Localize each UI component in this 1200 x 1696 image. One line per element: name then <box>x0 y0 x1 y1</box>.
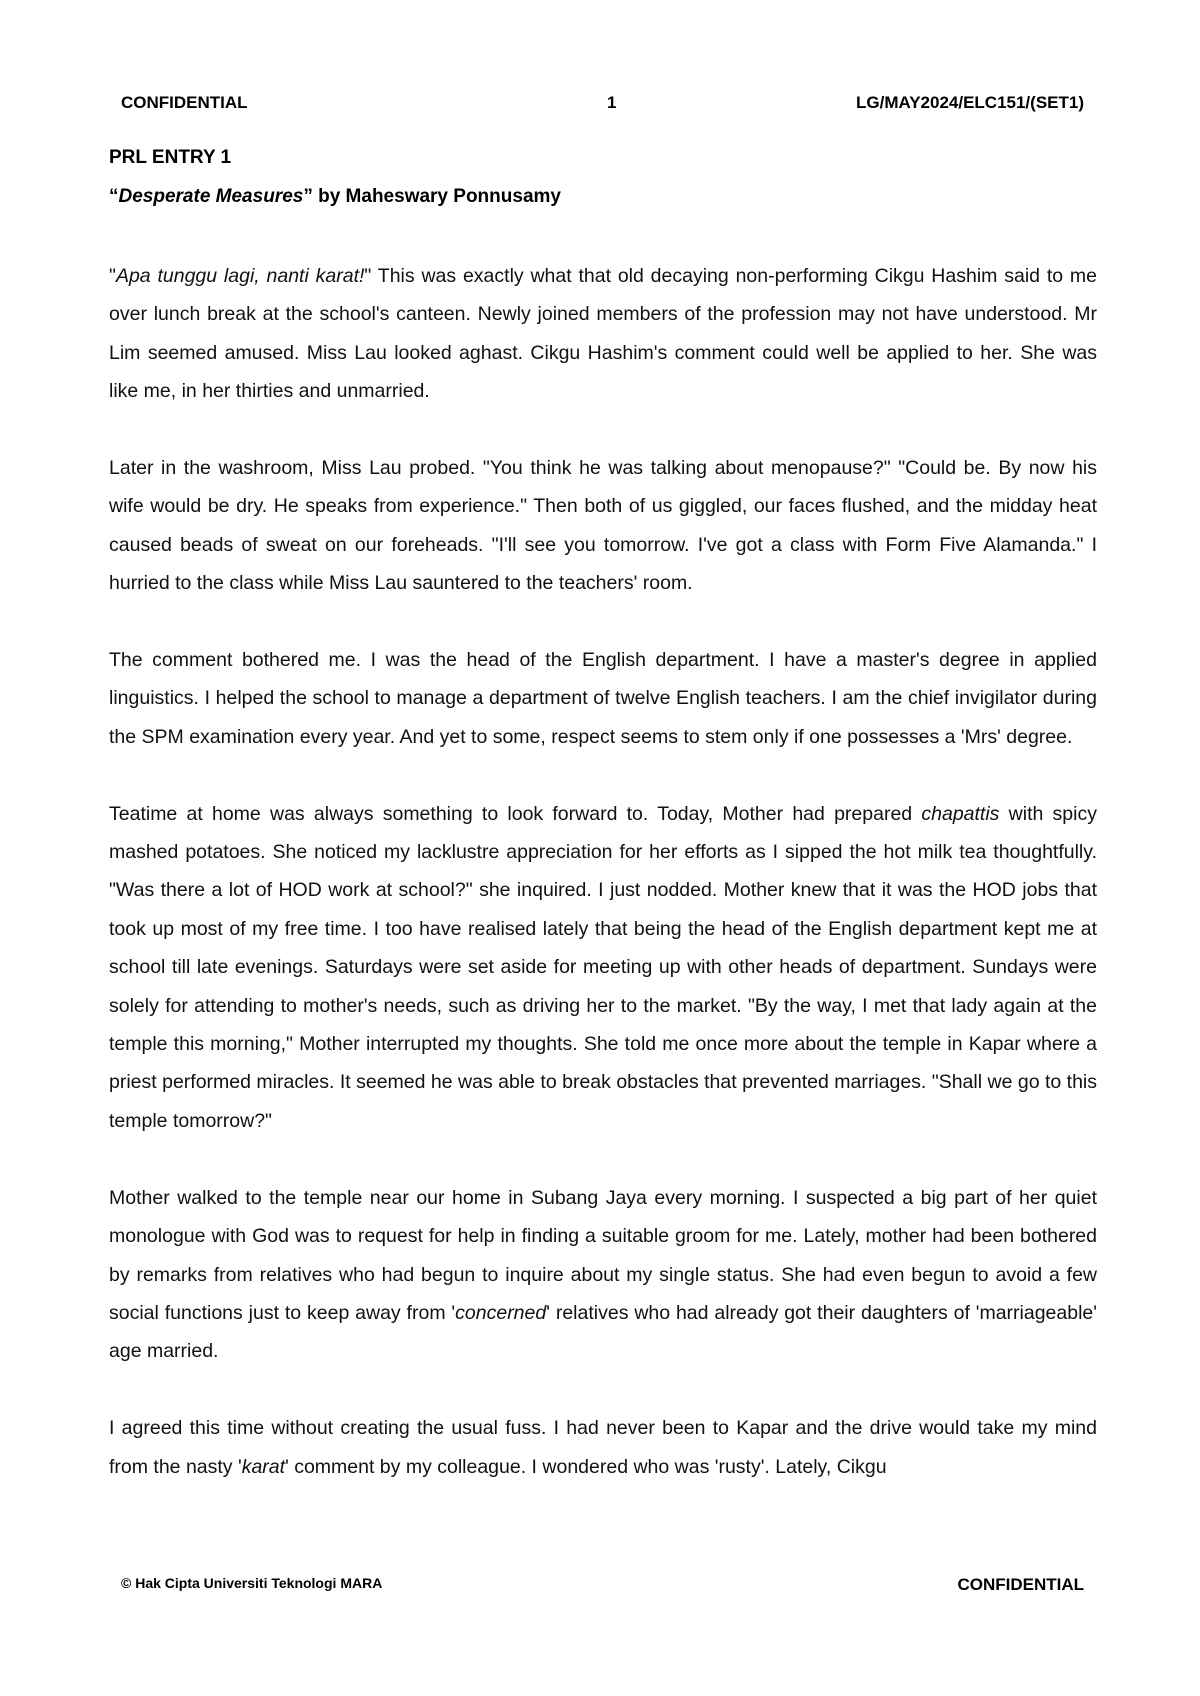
paragraph-4-text-before: Teatime at home was always something to look forward to. Today, Mother had prepared <box>109 802 922 825</box>
paragraph-3: The comment bothered me. I was the head of the English department. I have a master's degree in applied linguistics. I helped the school to manage a department of twelve English teachers. I am the chief invigilator during the SPM examination every year. And yet to some, respect seems to stem only if one possesses a 'Mrs' degree. <box>109 649 1097 748</box>
page-footer <box>121 1575 1084 1599</box>
header-page-number: 1 <box>607 93 617 112</box>
paragraph-6-italic: karat <box>241 1455 286 1478</box>
paragraph-1 <box>109 257 1097 411</box>
paragraph-1-italic: Apa tunggu lagi, nanti karat! <box>115 265 365 287</box>
story-body <box>109 257 1097 1486</box>
entry-title: PRL ENTRY 1 <box>109 147 232 168</box>
paragraph-5 <box>109 1179 1097 1371</box>
paragraph-6 <box>109 1409 1097 1486</box>
paragraph-4-italic: chapattis <box>921 802 1000 825</box>
paragraph-5-italic: concerned <box>455 1301 547 1324</box>
header-confidential-label: CONFIDENTIAL <box>121 93 248 112</box>
page-header <box>121 93 1084 117</box>
story-title <box>109 186 561 208</box>
paragraph-5-text-before: Mother walked to the temple near our home in Subang Jaya every morning. I suspected a big part of her quiet monologue with God was to request for help in finding a suitable groom for me. Lately, mother had been bothered by remarks from relatives who had begun to inquire about my single status. She had even begun to avoid a few social functions just to keep away from ' <box>109 1186 1097 1324</box>
paragraph-4 <box>109 795 1097 1141</box>
paragraph-2: Later in the washroom, Miss Lau probed. "You think he was talking about menopause?" "Could be. By now his wife would be dry. He speaks from experience." Then both of us giggled, our faces flushed, and the midday heat caused beads of sweat on our foreheads. "I'll see you tomorrow. I've got a class with Form Five Alamanda." I hurried to the class while Miss Lau sauntered to the teachers' room. <box>109 457 1097 595</box>
story-byline: ” by Maheswary Ponnusamy <box>303 186 561 207</box>
footer-confidential-label: CONFIDENTIAL <box>957 1575 1084 1594</box>
header-document-code: LG/MAY2024/ELC151/(SET1) <box>855 93 1084 112</box>
footer-copyright: © Hak Cipta Universiti Teknologi MARA <box>121 1575 383 1591</box>
paragraph-6-text-before: I agreed this time without creating the usual fuss. I had never been to Kapar and the drive would take my mind from the nasty ' <box>109 1417 1097 1478</box>
story-title-name: Desperate Measures <box>118 186 304 207</box>
paragraph-1-text: " This was exactly what that old decaying non-performing Cikgu Hashim said to me over lunch break at the school's canteen. Newly joined members of the profession may not have understood. Mr Lim seemed amused. Miss Lau looked aghast. Cikgu Hashim's comment could well be applied to her. She was like me, in her thirties and unmarried. <box>109 265 1097 403</box>
paragraph-5-text-after: ' relatives who had already got their daughters of 'marriageable' age married. <box>109 1301 1097 1363</box>
story-title-open-quote: “ <box>109 186 119 207</box>
paragraph-6-text-after: ' comment by my colleague. I wondered who was 'rusty'. Lately, Cikgu <box>285 1455 887 1478</box>
paragraph-4-text-after: with spicy mashed potatoes. She noticed my lacklustre appreciation for her efforts as I sipped the hot milk tea thoughtfully. "Was there a lot of HOD work at school?" she inquired. I just nodded. Mother knew that it was the HOD jobs that took up most of my free time. I too have realised lately that being the head of the English department kept me at school till late evenings. Saturdays were set aside for meeting up with other heads of department. Sundays were solely for attending to mother's needs, such as driving her to the market. "By the way, I met that lady again at the temple this morning," Mother interrupted my thoughts. She told me once more about the temple in Kapar where a priest performed miracles. It seemed he was able to break obstacles that prevented marriages. "Shall we go to this temple tomorrow?" <box>109 802 1097 1132</box>
paragraph-1-open-quote: " <box>109 265 116 287</box>
